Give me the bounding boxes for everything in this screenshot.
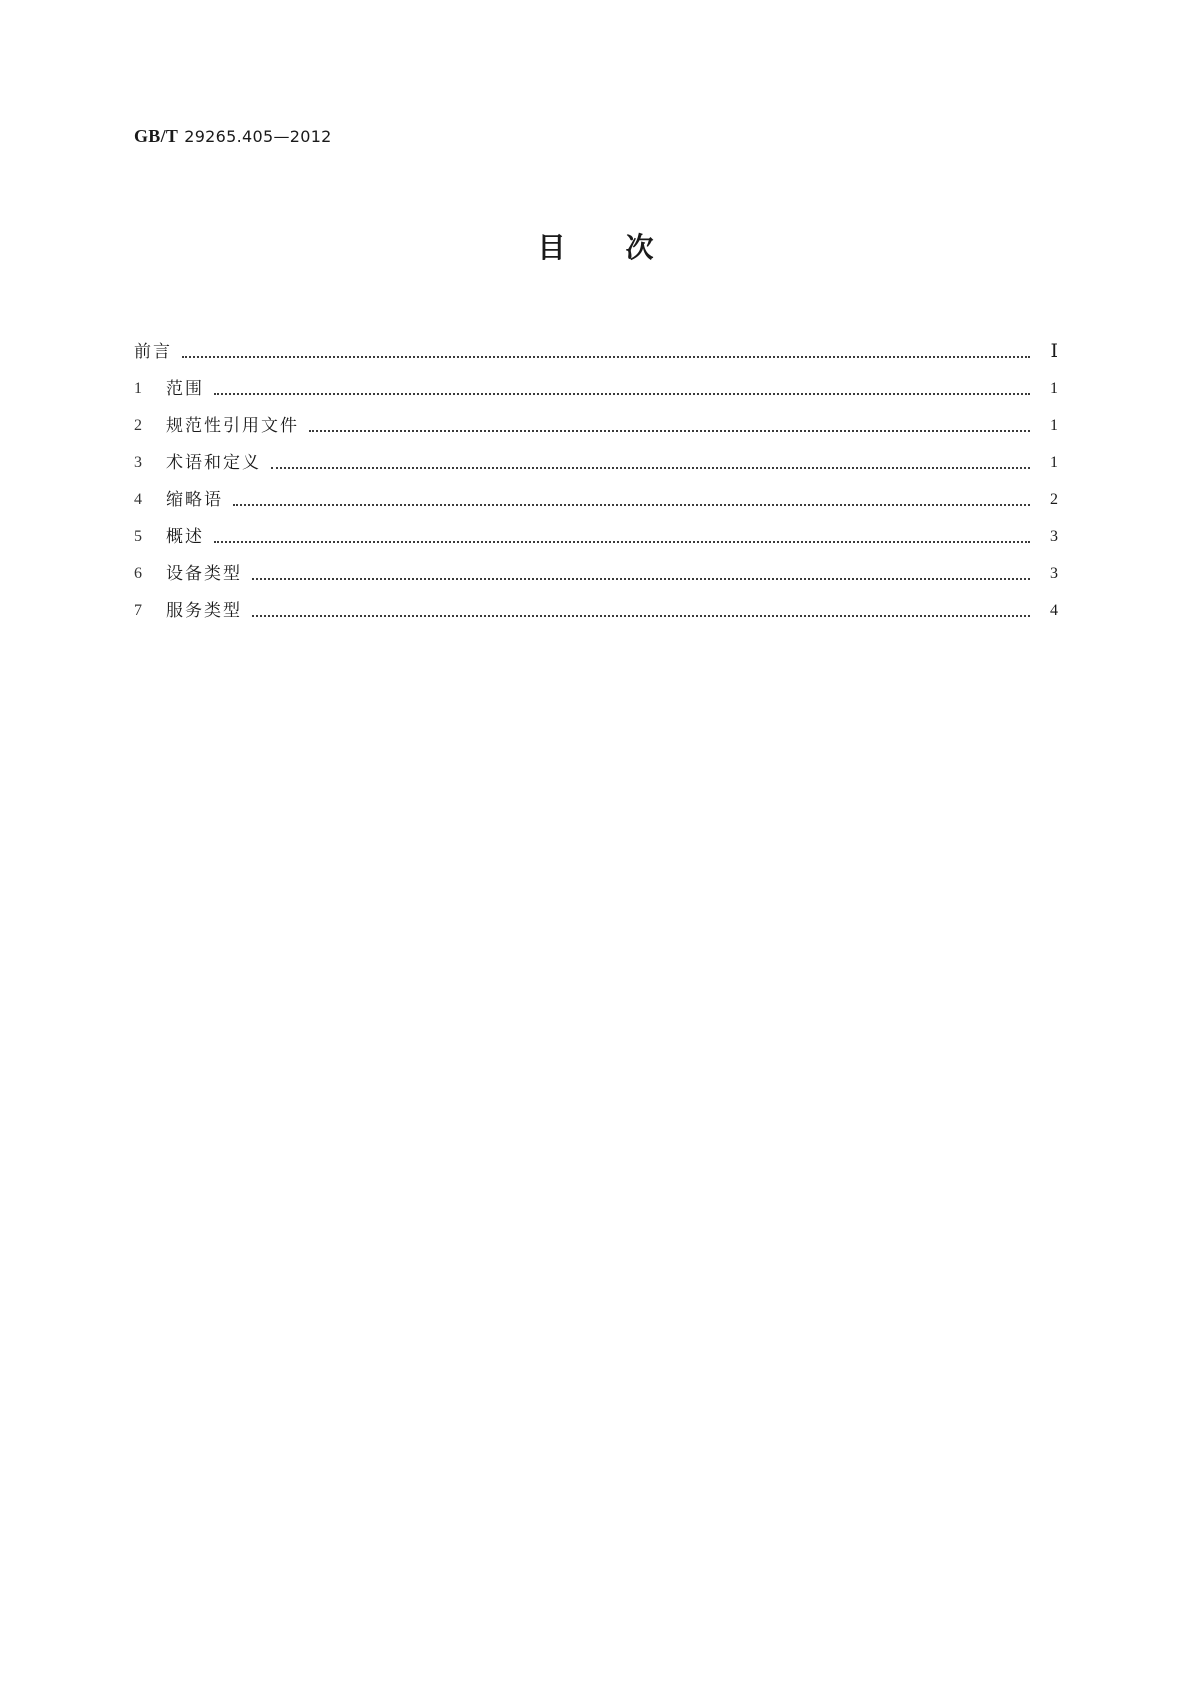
toc-entry-device-types[interactable] [134,548,1058,585]
dot-leader [252,600,1030,622]
toc-entry-number: 1 [134,380,142,397]
toc-entry-number: 3 [134,454,142,471]
toc-entry-service-types[interactable] [134,585,1058,622]
toc-entry-number: 7 [134,602,142,619]
toc-entry-label: 缩略语 [166,490,223,510]
toc-entry-label: 设备类型 [166,564,242,584]
toc-entry-page: Ⅰ [1050,341,1058,362]
toc-entry-overview[interactable] [134,511,1058,548]
toc-entry-page: 3 [1050,565,1058,582]
toc-entry-number: 6 [134,565,142,582]
dot-leader [271,452,1030,474]
dot-leader [233,489,1030,511]
toc-entry-label: 前言 [134,342,172,362]
toc-entry-scope[interactable] [134,363,1058,400]
toc-entry-page: 1 [1050,454,1058,471]
dot-leader [214,526,1030,548]
toc-title: 目次 [537,231,714,264]
toc-entry-terms-definitions[interactable] [134,437,1058,474]
standard-code-header [134,126,332,147]
toc-entry-normative-references[interactable] [134,400,1058,437]
standard-prefix: GB/T [134,126,179,146]
toc-entry-label: 术语和定义 [166,453,261,473]
dot-leader [182,341,1030,363]
toc-entry-foreword[interactable] [134,326,1058,363]
table-of-contents [134,326,1058,622]
standard-number: 29265.405—2012 [184,127,332,146]
toc-entry-page: 2 [1050,491,1058,508]
dot-leader [309,415,1030,437]
toc-entry-number: 2 [134,417,142,434]
dot-leader [252,563,1030,585]
toc-entry-page: 3 [1050,528,1058,545]
dot-leader [214,378,1030,400]
toc-entry-label: 范围 [166,379,204,399]
toc-entry-label: 概述 [166,527,204,547]
toc-entry-abbreviations[interactable] [134,474,1058,511]
toc-entry-number: 5 [134,528,142,545]
toc-entry-page: 1 [1050,380,1058,397]
toc-entry-page: 4 [1050,602,1058,619]
toc-entry-page: 1 [1050,417,1058,434]
toc-entry-label: 服务类型 [166,601,242,621]
toc-entry-number: 4 [134,491,142,508]
toc-entry-label: 规范性引用文件 [166,416,299,436]
